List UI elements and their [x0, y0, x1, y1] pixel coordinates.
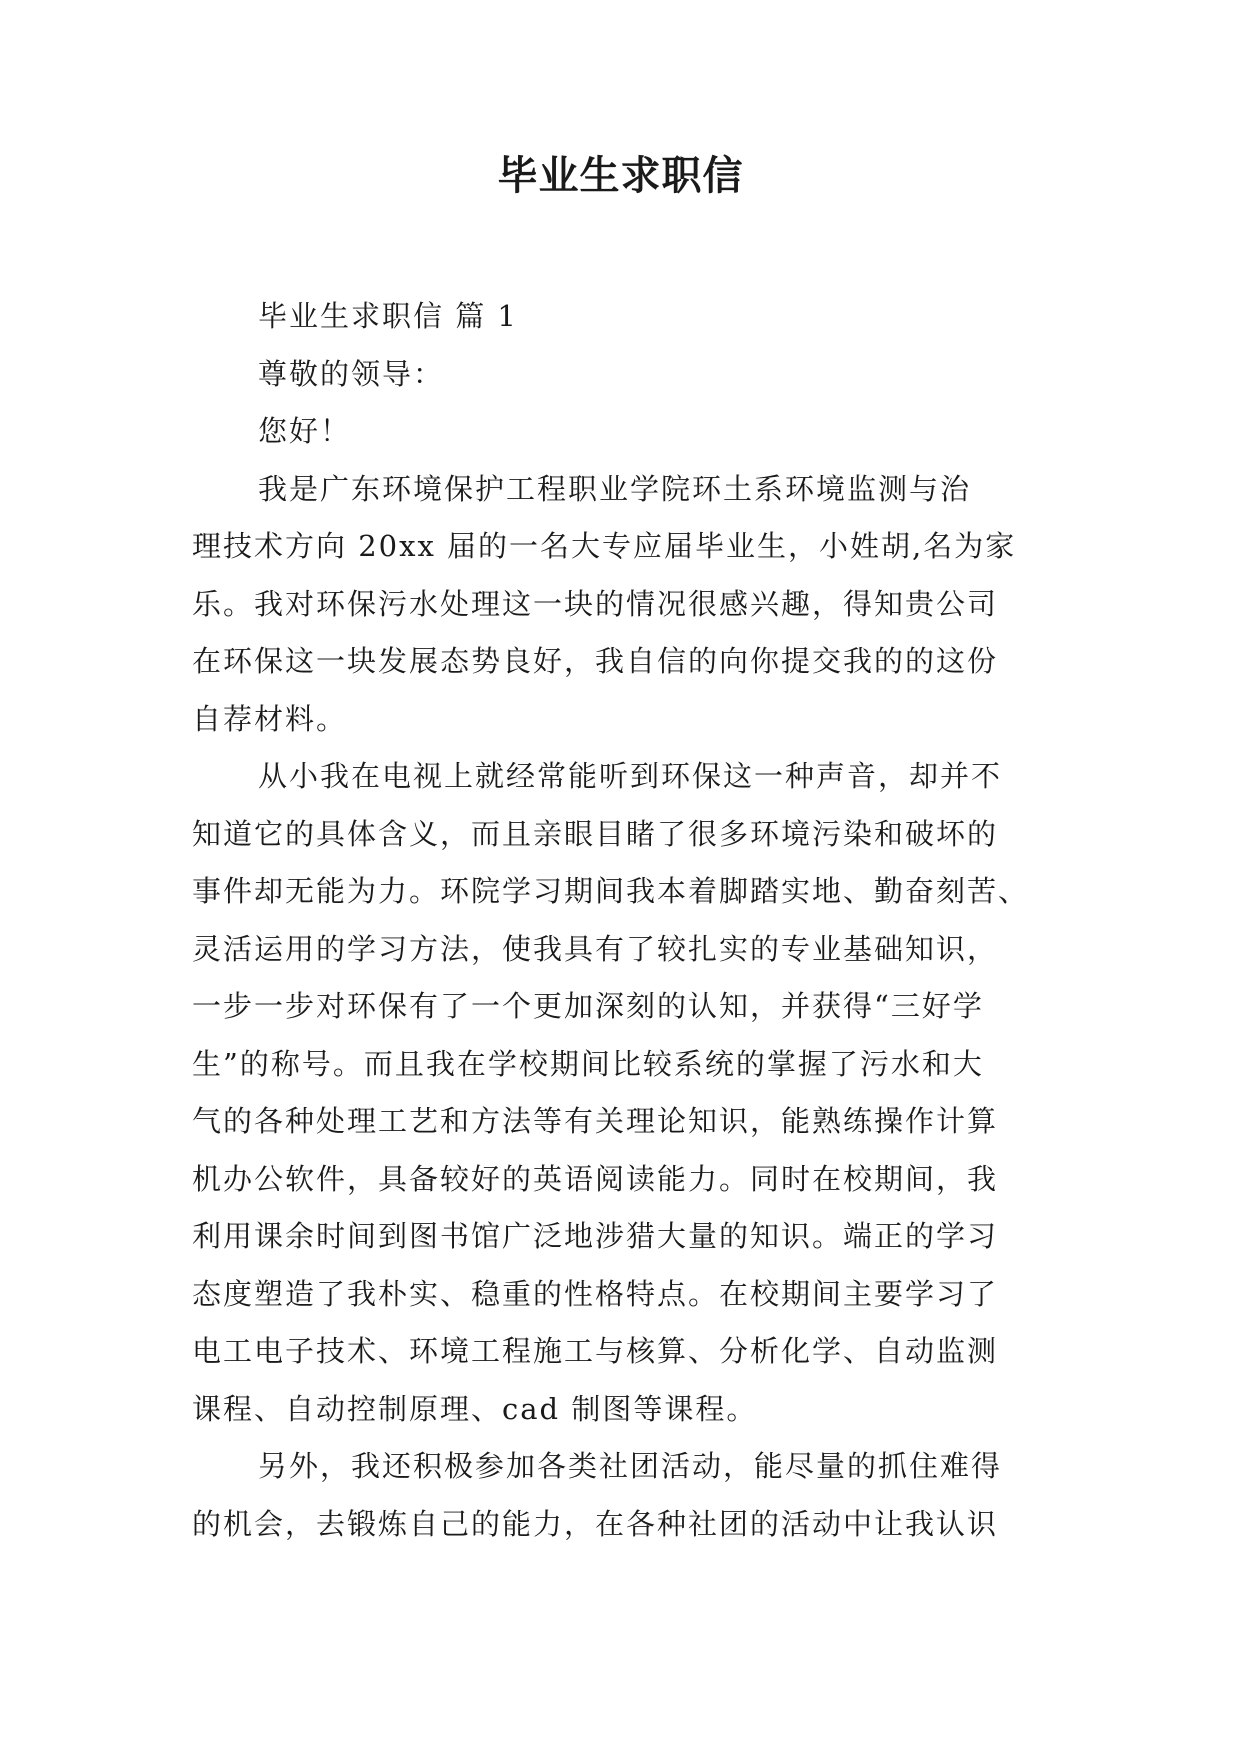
document-title: 毕业生求职信 [497, 153, 744, 199]
letter-body [192, 288, 1052, 1553]
text-line: 一步一步对环保有了一个更加深刻的认知，并获得“三好学 [192, 989, 984, 1023]
text-line: 我是广东环境保护工程职业学院环土系环境监测与治 [258, 471, 972, 506]
text-line: 毕业生求职信 篇 1 [258, 299, 518, 333]
text-line: 生”的称号。而且我在学校期间比较系统的掌握了污水和大 [192, 1046, 984, 1081]
text-line: 态度塑造了我朴实、稳重的性格特点。在校期间主要学习了 [192, 1276, 999, 1311]
text-line: 的机会，去锻炼自己的能力，在各种社团的活动中让我认识 [192, 1506, 999, 1541]
text-line: 灵活运用的学习方法，使我具有了较扎实的专业基础知识， [192, 931, 999, 966]
text-line: 课程、自动控制原理、cad 制图等课程。 [192, 1391, 758, 1426]
text-line: 您好！ [258, 414, 352, 448]
text-line: 电工电子技术、环境工程施工与核算、分析化学、自动监测 [192, 1334, 999, 1368]
text-line: 尊敬的领导： [258, 356, 445, 391]
text-line: 另外，我还积极参加各类社团活动，能尽量的抓住难得 [258, 1449, 1003, 1483]
text-line: 在环保这一块发展态势良好，我自信的向你提交我的的这份 [192, 644, 999, 678]
text-line: 理技术方向 20xx 届的一名大专应届毕业生，小姓胡,名为家 [192, 529, 1017, 563]
text-line: 从小我在电视上就经常能听到环保这一种声音，却并不 [258, 759, 1003, 793]
text-line: 知道它的具体含义，而且亲眼目睹了很多环境污染和破坏的 [192, 816, 999, 851]
text-line: 自荐材料。 [192, 701, 348, 736]
text-line: 利用课余时间到图书馆广泛地涉猎大量的知识。端正的学习 [192, 1219, 999, 1253]
text-line: 气的各种处理工艺和方法等有关理论知识，能熟练操作计算 [192, 1104, 999, 1138]
text-line: 乐。我对环保污水处理这一块的情况很感兴趣，得知贵公司 [192, 586, 999, 621]
text-line: 事件却无能为力。环院学习期间我本着脚踏实地、勤奋刻苦、 [192, 874, 1030, 908]
text-line: 机办公软件，具备较好的英语阅读能力。同时在校期间，我 [192, 1161, 999, 1196]
